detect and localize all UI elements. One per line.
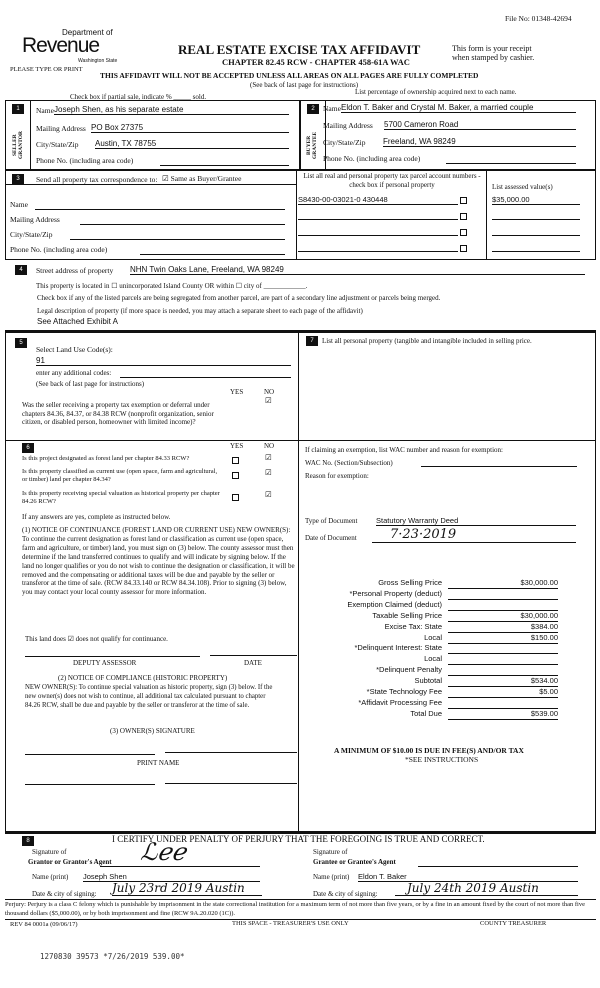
label: (See back of last page for instructions) bbox=[36, 380, 145, 388]
label: If claiming an exemption, list WAC number and reason for exemption: bbox=[305, 446, 503, 454]
grantor-print-name[interactable]: Joseph Shen bbox=[83, 872, 260, 882]
label: PRINT NAME bbox=[137, 759, 180, 767]
label: Name bbox=[323, 104, 341, 113]
receipt-note-2: when stamped by cashier. bbox=[452, 53, 535, 62]
personal-property-checkbox[interactable] bbox=[460, 197, 467, 204]
treasurer-space-label: THIS SPACE - TREASURER'S USE ONLY bbox=[232, 920, 349, 927]
label: Date of Document bbox=[305, 534, 357, 542]
forest-land-question: Is this project designated as forest land per chapter 84.33 RCW? bbox=[22, 455, 190, 462]
label: City/State/Zip bbox=[323, 138, 366, 147]
fee-label: Local bbox=[424, 654, 442, 664]
correspondence-phone-field[interactable] bbox=[140, 254, 285, 255]
fee-label: Excise Tax: State bbox=[384, 621, 442, 631]
owner-signature-field[interactable] bbox=[25, 754, 155, 755]
fee-label: Exemption Claimed (deduct) bbox=[347, 599, 442, 609]
fee-value-field[interactable] bbox=[448, 600, 558, 611]
assessed-value-field[interactable]: $35,000.00 bbox=[492, 195, 580, 205]
label: Type of Document bbox=[305, 517, 358, 525]
label: (3) OWNER(S) SIGNATURE bbox=[110, 727, 195, 735]
fee-value-field[interactable]: $30,000.00 bbox=[448, 611, 558, 622]
file-number: File No: 01348-42694 bbox=[505, 14, 572, 23]
label: Date & city of signing: bbox=[32, 890, 97, 898]
land-use-code-field[interactable]: 91 bbox=[36, 356, 291, 366]
checkbox-wrapper bbox=[460, 195, 467, 204]
fee-label: *Delinquent Interest: State bbox=[354, 643, 442, 653]
form-chapter: CHAPTER 82.45 RCW - CHAPTER 458-61A WAC bbox=[222, 57, 410, 67]
notice-compliance-title: (2) NOTICE OF COMPLIANCE (HISTORIC PROPERTY) bbox=[58, 674, 228, 682]
correspondence-city-field[interactable] bbox=[70, 239, 285, 240]
label: Name (print) bbox=[32, 873, 69, 881]
checkbox-wrapper bbox=[232, 455, 239, 464]
checkbox-wrapper bbox=[232, 470, 239, 479]
label: Phone No. (including area code) bbox=[10, 245, 108, 254]
label: Signature of bbox=[313, 848, 348, 856]
see-back: (See back of last page for instructions) bbox=[250, 81, 359, 89]
personal-property-field[interactable]: List all personal property (tangible and intangible included in selling price. bbox=[322, 337, 532, 345]
historical-yes-checkbox[interactable] bbox=[232, 494, 239, 501]
label: Name bbox=[36, 106, 54, 115]
exemption-question: Was the seller receiving a property tax exemption or deferral under chapters 84.36, 84.37, or 84.38 RCW (nonprofit organization, senior citizen, or disabled person, homeowner with limited income)? bbox=[22, 401, 214, 426]
grantee-print-name[interactable]: Eldon T. Baker bbox=[358, 872, 578, 882]
label: NO bbox=[264, 442, 275, 450]
fee-value-field[interactable]: $5.00 bbox=[448, 687, 558, 698]
buyer-address-field[interactable]: 5700 Cameron Road bbox=[384, 120, 576, 130]
grantee-date-city[interactable]: July 24th 2019 Austin bbox=[395, 881, 578, 896]
please-type: PLEASE TYPE OR PRINT bbox=[10, 66, 83, 73]
fee-label: *State Technology Fee bbox=[366, 687, 442, 696]
label: Phone No. (including area code) bbox=[36, 156, 134, 165]
instructions: If any answers are yes, complete as instructed below. bbox=[22, 513, 171, 521]
fee-label: Taxable Selling Price bbox=[372, 610, 442, 620]
grantor-date-city[interactable]: July 23rd 2019 Austin bbox=[112, 881, 262, 896]
fee-value-field[interactable] bbox=[448, 698, 558, 709]
historical-question: Is this property receiving special valuation as historical property per chapter 84.26 RCW? bbox=[22, 490, 220, 505]
fee-label: *Delinquent Penalty bbox=[376, 665, 442, 675]
historical-no-checkbox[interactable]: ☑ bbox=[265, 490, 272, 499]
fee-value-field[interactable]: $30,000.00 bbox=[448, 578, 558, 589]
label: Name bbox=[10, 200, 28, 209]
additional-codes-field[interactable] bbox=[120, 377, 291, 378]
current-use-no-checkbox[interactable]: ☑ bbox=[265, 468, 272, 477]
same-as-buyer-checkbox[interactable] bbox=[162, 174, 241, 183]
segregated-checkbox[interactable]: Check box if any of the listed parcels are being segregated from another parcel, are part of a secondary line adjustment or parcels being merged. bbox=[37, 294, 441, 302]
minimum-notice: A MINIMUM OF $10.00 IS DUE IN FEE(S) AND/OR TAX bbox=[334, 746, 524, 755]
forest-yes-checkbox[interactable] bbox=[232, 457, 239, 464]
grantor-signature[interactable]: ℒℯℯ bbox=[140, 838, 186, 866]
label: Same as Buyer/Grantee bbox=[170, 174, 242, 183]
fee-value-field[interactable] bbox=[448, 654, 558, 665]
label: enter any additional codes: bbox=[36, 369, 112, 377]
checkbox-checked-icon: ☑ bbox=[162, 174, 169, 183]
correspondence-name-field[interactable] bbox=[35, 209, 285, 210]
divider bbox=[299, 440, 596, 441]
section-number: 2 bbox=[307, 104, 319, 114]
perjury-notice: Perjury: Perjury is a class C felony which is punishable by imprisonment in the state correctional institution for a maximum term of not more than five years, or by a fine in an amount fixed by the court of not more than five thousand dollars ($5,000.00), or by both imprisonment and fine (RCW 9A.20.020 (1C)). bbox=[5, 901, 585, 917]
checkbox-wrapper bbox=[460, 211, 467, 220]
parcel-number-field[interactable] bbox=[298, 235, 458, 236]
deputy-assessor-signature[interactable] bbox=[25, 656, 200, 657]
label: Grantor or Grantor's Agent bbox=[28, 858, 112, 866]
seller-city-field[interactable]: Austin, TX 78755 bbox=[95, 139, 289, 149]
current-use-yes-checkbox[interactable] bbox=[232, 472, 239, 479]
location-checkboxes[interactable]: This property is located in ☐ unincorporated Island County OR within ☐ city of ____________. bbox=[36, 282, 308, 290]
section-number: 6 bbox=[22, 443, 34, 453]
divider bbox=[5, 184, 296, 185]
label: Mailing Address bbox=[10, 215, 60, 224]
label: Grantee or Grantee's Agent bbox=[313, 858, 396, 866]
parcel-number-field[interactable]: S8430-00-03021-0 430448 bbox=[298, 195, 458, 205]
parcel-number-field[interactable] bbox=[298, 251, 458, 252]
fee-value-field[interactable]: $150.00 bbox=[448, 633, 558, 644]
fee-value-field[interactable] bbox=[448, 589, 558, 600]
see-instructions: *SEE INSTRUCTIONS bbox=[405, 755, 479, 764]
section-number: 5 bbox=[15, 338, 27, 348]
current-use-question: Is this property classified as current use (open space, farm and agricultural, or timber) land per chapter 84.34? bbox=[22, 468, 218, 483]
label: Legal description of property (if more space is needed, you may attach a separate sheet to each page of the affidavit) bbox=[37, 307, 363, 315]
seller-name-field[interactable]: Joseph Shen, as his separate estate bbox=[54, 105, 289, 115]
form-title: REAL ESTATE EXCISE TAX AFFIDAVIT bbox=[178, 42, 421, 57]
fee-value-field[interactable]: $539.00 bbox=[448, 709, 558, 720]
fee-value-field[interactable]: $534.00 bbox=[448, 676, 558, 687]
grantee-signature-line[interactable] bbox=[418, 866, 578, 867]
print-name-field[interactable] bbox=[165, 783, 297, 784]
label: WAC No. (Section/Subsection) bbox=[305, 459, 393, 467]
fee-label: *Personal Property (deduct) bbox=[349, 588, 442, 598]
fee-value-field[interactable]: $384.00 bbox=[448, 622, 558, 633]
correspondence-address-field[interactable] bbox=[80, 224, 285, 225]
label: NO bbox=[264, 388, 275, 396]
divider bbox=[486, 170, 487, 260]
county-treasurer-label: COUNTY TREASURER bbox=[480, 920, 547, 927]
assessed-value-field[interactable] bbox=[492, 235, 580, 236]
label: Name (print) bbox=[313, 873, 350, 881]
cashier-stamp: 1270830 39573 *7/26/2019 539.00* bbox=[40, 952, 185, 961]
personal-property-checkbox[interactable] bbox=[460, 213, 467, 220]
seller-address-field[interactable]: PO Box 27375 bbox=[91, 123, 289, 133]
personal-property-checkbox[interactable] bbox=[460, 245, 467, 252]
owner-signature-field[interactable] bbox=[165, 752, 297, 753]
label: DEPUTY ASSESSOR bbox=[73, 659, 137, 667]
street-address-field[interactable]: NHN Twin Oaks Lane, Freeland, WA 98249 bbox=[130, 265, 585, 275]
label: City/State/Zip bbox=[36, 140, 79, 149]
label: Mailing Address bbox=[323, 121, 373, 130]
notice-of-compliance: NEW OWNER(S): To continue special valuation as historic property, sign (3) below. If the new owner(s) does not wish to continue, all additional tax calculated pursuant to chapter 84.26 RCW, shall be due and payable by the seller or transferor at the time of sale. bbox=[25, 684, 273, 709]
partial-sale[interactable]: Check box if partial sale, indicate % _____ sold. bbox=[70, 93, 207, 101]
section-number: 1 bbox=[12, 104, 24, 114]
label: Street address of property bbox=[36, 266, 114, 275]
warning: THIS AFFIDAVIT WILL NOT BE ACCEPTED UNLESS ALL AREAS ON ALL PAGES ARE FULLY COMPLETED bbox=[100, 71, 479, 80]
document-date-field[interactable]: 7·23·2019 bbox=[372, 527, 576, 543]
forest-no-checkbox[interactable]: ☑ bbox=[265, 453, 272, 462]
document-type-field[interactable]: Statutory Warranty Deed bbox=[376, 516, 576, 526]
section-number: 3 bbox=[12, 174, 24, 184]
label: YES bbox=[230, 388, 244, 396]
checkbox-wrapper bbox=[232, 492, 239, 501]
label: Select Land Use Code(s): bbox=[36, 345, 113, 354]
receipt-note: This form is your receipt bbox=[452, 44, 532, 53]
section-number: 8 bbox=[22, 836, 34, 846]
checkbox-wrapper bbox=[460, 227, 467, 236]
fee-label: Gross Selling Price bbox=[378, 578, 442, 587]
label: Signature of bbox=[32, 848, 67, 856]
label: City/State/Zip bbox=[10, 230, 53, 239]
personal-property-checkbox[interactable] bbox=[460, 229, 467, 236]
label: Date & city of signing: bbox=[313, 890, 378, 898]
wac-number-field[interactable] bbox=[421, 466, 577, 467]
buyer-name-field[interactable]: Eldon T. Baker and Crystal M. Baker, a married couple bbox=[341, 103, 576, 113]
buyer-phone-field[interactable] bbox=[446, 163, 576, 164]
label: Mailing Address bbox=[36, 124, 86, 133]
divider bbox=[296, 170, 297, 260]
assessed-value-field[interactable] bbox=[492, 251, 580, 252]
parcel-header: List all real and personal property tax parcel account numbers - check box if personal property bbox=[303, 172, 481, 189]
seller-label: SELLER GRANTOR bbox=[12, 131, 24, 160]
label: DATE bbox=[244, 659, 262, 667]
label: Phone No. (including area code) bbox=[323, 154, 421, 163]
fee-label: Subtotal bbox=[414, 676, 442, 686]
section-number: 4 bbox=[15, 265, 27, 275]
continuance-checkbox[interactable]: This land does ☑ does not qualify for continuance. bbox=[25, 635, 168, 643]
certification: I CERTIFY UNDER PENALTY OF PERJURY THAT THE FOREGOING IS TRUE AND CORRECT. bbox=[112, 834, 485, 844]
legal-description-field[interactable]: See Attached Exhibit A bbox=[37, 317, 118, 326]
fee-value-field[interactable] bbox=[448, 643, 558, 654]
seller-phone-field[interactable] bbox=[160, 165, 289, 166]
checkbox-wrapper bbox=[460, 243, 467, 252]
label: YES bbox=[230, 442, 244, 450]
percentage-note: List percentage of ownership acquired next to each name. bbox=[355, 88, 517, 96]
assessor-date-field[interactable] bbox=[210, 655, 297, 656]
notice-of-continuance: (1) NOTICE OF CONTINUANCE (FOREST LAND OR CURRENT USE) NEW OWNER(S): To continue the current designation as forest land or classification as current use (open space, farm and agriculture, or timber) land, you must sign on (3) below. The county assessor must then determine if the land transferred continues to qualify and will indicate by signing below. If the land no longer qualifies or you do not wish to continue the designation or classification, it will be removed and the compensating or additional taxes will be due and payable by the seller or transferor at the time of sale. (RCW 84.33.140 or RCW 84.34.108). Prior to signing (3) below, you may contact your local county assessor for more information. bbox=[22, 526, 295, 597]
exemption-no-checkbox[interactable]: ☑ bbox=[265, 396, 272, 405]
buyer-city-field[interactable]: Freeland, WA 98249 bbox=[383, 137, 576, 147]
fee-value-field[interactable] bbox=[448, 665, 558, 676]
form-revision: REV 84 0001a (09/06/17) bbox=[10, 921, 78, 928]
fee-label: Local bbox=[424, 632, 442, 642]
section-number: 7 bbox=[306, 336, 318, 346]
assessed-value-field[interactable] bbox=[492, 219, 580, 220]
assessed-header: List assessed value(s) bbox=[492, 183, 553, 191]
divider bbox=[5, 899, 596, 900]
fee-label: *Affidavit Processing Fee bbox=[358, 697, 442, 707]
parcel-number-field[interactable] bbox=[298, 219, 458, 220]
divider bbox=[5, 440, 299, 441]
reason-for-exemption-field[interactable]: Reason for exemption: bbox=[305, 472, 369, 480]
send-label: Send all property tax correspondence to: bbox=[36, 175, 158, 184]
fee-label: Total Due bbox=[410, 708, 442, 718]
grantor-signature-line[interactable] bbox=[100, 866, 260, 867]
buyer-label: BUYER GRANTEE bbox=[306, 131, 318, 159]
print-name-field[interactable] bbox=[25, 784, 155, 785]
